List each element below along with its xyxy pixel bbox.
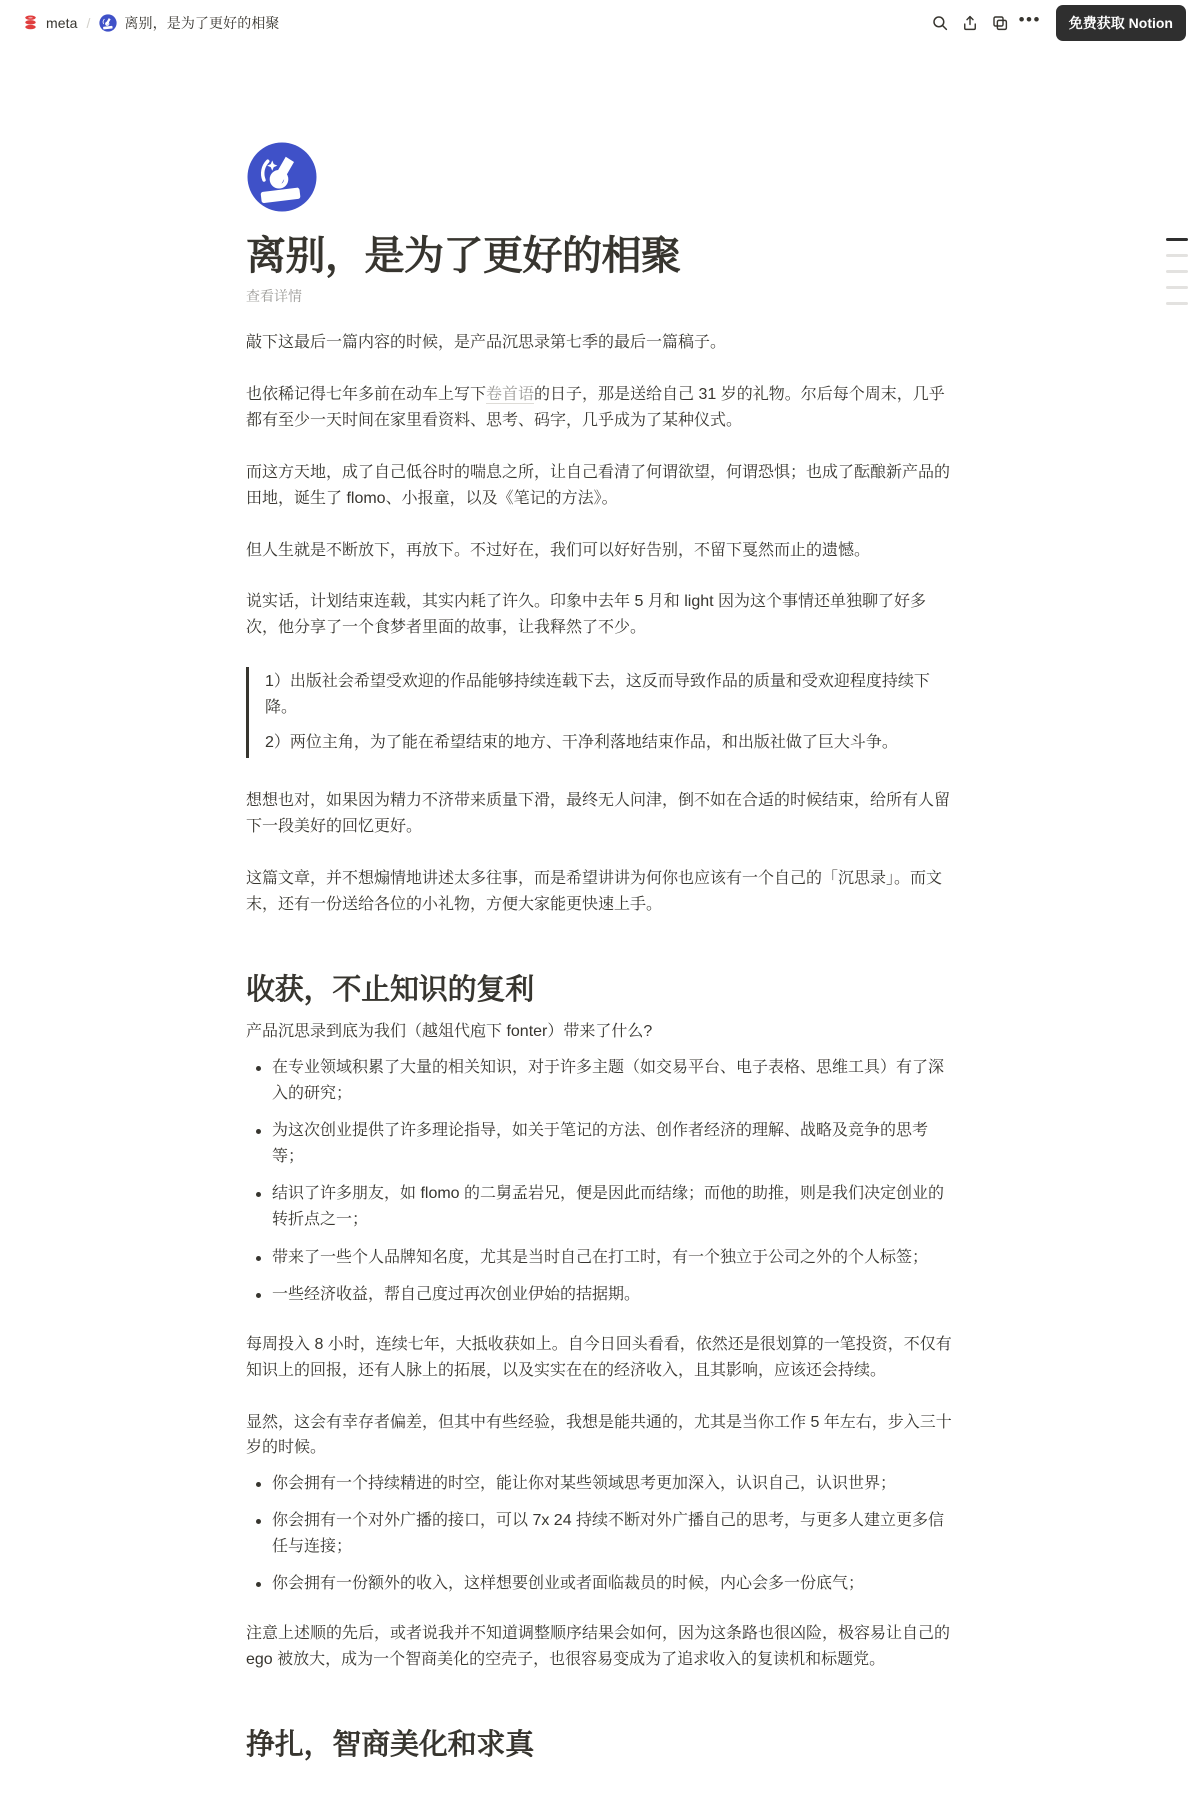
- section-1-bullet-list-2: [246, 1471, 954, 1597]
- list-item: 为这次创业提供了许多理论指导，如关于笔记的方法、创作者经济的理解、战略及竞争的思考等；: [272, 1118, 954, 1169]
- list-item: 在专业领域积累了大量的相关知识，对于许多主题（如交易平台、电子表格、思维工具）有了深入的研究；: [272, 1055, 954, 1106]
- toc-mark-3[interactable]: [1166, 270, 1188, 273]
- article-body: [246, 45, 954, 1815]
- toc-mark-4[interactable]: [1166, 286, 1188, 289]
- section-1-bullet-list: [246, 1055, 954, 1308]
- page-subtitle-link[interactable]: 查看详情: [246, 288, 302, 304]
- list-item: 你会拥有一份额外的收入，这样想要创业或者面临裁员的时候，内心会多一份底气；: [272, 1571, 954, 1597]
- breadcrumb-item-page[interactable]: [93, 10, 285, 36]
- list-item: 一些经济收益，帮自己度过再次创业伊始的拮据期。: [272, 1282, 954, 1308]
- top-bar: [0, 0, 1200, 45]
- paragraph-7: 这篇文章，并不想煽情地讲述太多往事，而是希望讲讲为何你也应该有一个自己的「沉思录」。而文末，还有一份送给各位的小礼物，方便大家能更快速上手。: [246, 869, 943, 913]
- duplicate-icon[interactable]: [986, 9, 1014, 37]
- quote-block: [246, 667, 954, 758]
- share-icon[interactable]: [956, 9, 984, 37]
- paragraph-2-after: 的日子，那是送给自己 31 岁的礼物。尔后每个周末，几乎都有至少一天时间在家里看资料、思考、码字，几乎成为了某种仪式。: [246, 385, 945, 429]
- toc-mark-2[interactable]: [1166, 254, 1188, 257]
- section-1-paragraph-after: 每周投入 8 小时，连续七年，大抵收获如上。自今日回头看看，依然还是很划算的一笔投资，不仅有知识上的回报，还有人脉上的拓展，以及实实在在的经济收入，且其影响，应该还会持续。: [246, 1335, 952, 1379]
- breadcrumb-workspace-label: meta: [46, 14, 78, 31]
- top-bar-actions: [926, 5, 1186, 41]
- search-icon[interactable]: [926, 9, 954, 37]
- section-spacer-2: [246, 1699, 954, 1713]
- paragraph-1: 敲下这最后一篇内容的时候，是产品沉思录第七季的最后一篇稿子。: [246, 334, 727, 351]
- paragraph-2-before: 也依稀记得七年多前在动车上写下: [246, 385, 487, 403]
- breadcrumb-page-label: 离别，是为了更好的相聚: [124, 14, 280, 31]
- paragraph-5: 说实话，计划结束连载，其实内耗了许久。印象中去年 5 月和 light 因为这个事情还单独聊了好多次，他分享了一个食梦者里面的故事，让我释然了不少。: [246, 593, 927, 637]
- list-item: 你会拥有一个持续精进的时空，能让你对某些领域思考更加深入，认识自己，认识世界；: [272, 1471, 954, 1497]
- quote-line-2: 2）两位主角，为了能在希望结束的地方、干净利落地结束作品，和出版社做了巨大斗争。: [265, 734, 898, 752]
- toc-mark-5[interactable]: [1166, 302, 1188, 305]
- paragraph-6: 想想也对，如果因为精力不济带来质量下滑，最终无人问津，倒不如在合适的时候结束，给所有人留下一段美好的回忆更好。: [246, 792, 951, 835]
- breadcrumb-item-workspace[interactable]: [16, 11, 84, 34]
- get-notion-free-button[interactable]: 免费获取 Notion: [1056, 5, 1186, 41]
- juanshouyu-link[interactable]: 卷首语: [486, 385, 535, 403]
- list-item: 结识了许多朋友，如 flomo 的二舅孟岩兄，便是因此而结缘；而他的助推，则是我们决定创业的转折点之一；: [272, 1181, 954, 1232]
- paragraph-3: 而这方天地，成了自己低谷时的喘息之所，让自己看清了何谓欲望，何谓恐惧；也成了酝酿新产品的田地，诞生了 flomo、小报童，以及《笔记的方法》。: [246, 463, 951, 507]
- list-item: 你会拥有一个对外广播的接口，可以 7x 24 持续不断对外广播自己的思考，与更多人建立更多信任与连接；: [272, 1508, 954, 1559]
- quote-line-1: 1）出版社会希望受欢迎的作品能够持续连载下去，这反而导致作品的质量和受欢迎程度持续下降。: [265, 673, 930, 716]
- toc-mark-1[interactable]: [1166, 238, 1188, 241]
- breadcrumb-separator: /: [86, 14, 91, 31]
- section-1-lead-2: 显然，这会有幸存者偏差，但其中有些经验，我想是能共通的，尤其是当你工作 5 年左右，步入三十岁的时候。: [246, 1413, 952, 1457]
- table-of-contents-rail: [1152, 238, 1200, 305]
- database-stack-icon: [22, 14, 39, 31]
- section-heading-2: 挣扎，智商美化和求真: [246, 1728, 535, 1761]
- section-heading-1: 收获，不止知识的复利: [246, 973, 535, 1006]
- section-spacer: [246, 944, 954, 958]
- breadcrumb: [16, 10, 926, 36]
- page-cover-icon: [246, 141, 954, 232]
- section-1-paragraph-tail: 注意上述顺的先后，或者说我并不知道调整顺序结果会如何，因为这条路也很凶险，极容易让自己的 ego 被放大，成为一个智商美化的空壳子，也很容易变成为了追求收入的复读机和标题党。: [246, 1625, 951, 1668]
- section-1-lead: 产品沉思录到底为我们（越俎代庖下 fonter）带来了什么?: [246, 1023, 653, 1041]
- page-scroll-area: [0, 45, 1200, 1815]
- paragraph-2: [246, 382, 954, 434]
- list-item: 带来了一些个人品牌知名度，尤其是当时自己在打工时，有一个独立于公司之外的个人标签；: [272, 1245, 954, 1271]
- paragraph-4: 但人生就是不断放下，再放下。不过好在，我们可以好好告别，不留下戛然而止的遗憾。: [246, 541, 871, 559]
- more-icon[interactable]: •••: [1018, 9, 1041, 29]
- microscope-icon: [99, 14, 117, 32]
- page-title: 离别，是为了更好的相聚: [246, 234, 681, 278]
